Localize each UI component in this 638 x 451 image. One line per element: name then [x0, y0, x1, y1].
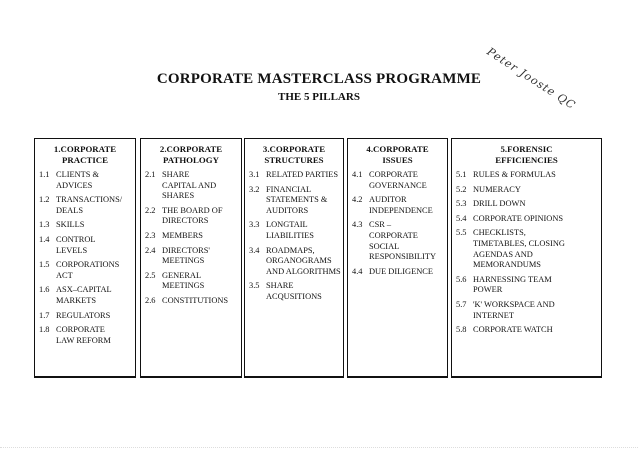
item-number: 3.3	[249, 220, 260, 230]
item-text: CORPORATE LAW REFORM	[56, 325, 111, 345]
item-text: CHECKLISTS, TIMETABLES, CLOSING AGENDAS AND MEMORANDUMS	[473, 228, 565, 270]
pillar-item	[35, 235, 135, 256]
pillar-title: 4.CORPORATE ISSUES	[366, 144, 429, 165]
item-text: ASX–CAPITAL MARKETS	[56, 285, 112, 305]
pillar-item	[348, 267, 447, 278]
item-number: 2.5	[145, 270, 156, 280]
item-number: 5.6	[456, 274, 467, 284]
item-text: HARNESSING TEAM POWER	[473, 274, 552, 295]
page-subtitle: THE 5 PILLARS	[278, 91, 360, 103]
item-text: SHARE CAPITAL AND SHARES	[162, 170, 217, 201]
item-number: 5.8	[456, 325, 467, 335]
pillar-item	[35, 220, 135, 231]
item-number: 1.5	[39, 260, 50, 270]
pillar-1	[34, 138, 136, 378]
item-number: 1.8	[39, 325, 50, 335]
item-text: RELATED PARTIES	[266, 170, 339, 179]
pillar-title: 3.CORPORATE STRUCTURES	[262, 144, 326, 165]
item-number: 1.2	[39, 195, 50, 205]
item-number: 5.7	[456, 299, 467, 309]
signature: Peter Jooste QC	[484, 45, 579, 113]
item-text: DRILL DOWN	[473, 199, 526, 209]
item-text: CONTROL LEVELS	[56, 234, 96, 255]
item-number: 2.1	[145, 170, 156, 179]
pillar-4	[347, 138, 448, 378]
item-number: 2.6	[145, 295, 156, 305]
pillar-item	[452, 325, 601, 336]
item-number: 3.5	[249, 281, 260, 291]
item-text: AUDITOR INDEPENDENCE	[369, 195, 433, 215]
item-number: 1.6	[39, 285, 50, 295]
item-number: 1.7	[39, 310, 50, 320]
pillar-item	[141, 231, 241, 242]
item-text: CORPORATE OPINIONS	[473, 213, 564, 223]
pillar-2	[140, 138, 242, 378]
item-number: 2.3	[145, 230, 156, 240]
item-text: FINANCIAL STATEMENTS & AUDITORS	[266, 184, 328, 215]
pillar-item	[245, 170, 343, 181]
pillar-item	[348, 195, 447, 216]
item-text: CLIENTS & ADVICES	[56, 170, 100, 190]
item-text: CORPORATIONS ACT	[56, 260, 120, 280]
item-text: CORPORATE GOVERNANCE	[369, 170, 427, 190]
pillar-item	[452, 300, 601, 321]
item-text: ROADMAPS, ORGANOGRAMS AND ALGORITHMS	[266, 245, 341, 276]
item-number: 4.1	[352, 170, 363, 179]
item-number: 4.2	[352, 195, 363, 205]
pillar-item	[452, 275, 601, 296]
item-text: CONSTITUTIONS	[162, 295, 229, 305]
pillar-item	[348, 220, 447, 262]
item-text: REGULATORS	[56, 310, 111, 320]
pillar-item	[141, 296, 241, 307]
item-number: 4.4	[352, 266, 363, 276]
pillar-5	[451, 138, 602, 378]
pillar-item	[452, 214, 601, 225]
pillar-item	[141, 170, 241, 202]
pillar-item	[141, 206, 241, 227]
pillar-item	[35, 285, 135, 306]
pillar-item	[452, 170, 601, 181]
pillar-item	[348, 170, 447, 191]
pillar-item	[35, 260, 135, 281]
item-text: LONGTAIL LIABILITIES	[266, 220, 314, 240]
item-text: 'K' WORKSPACE AND INTERNET	[473, 299, 555, 320]
item-text: RULES & FORMULAS	[473, 170, 556, 179]
item-number: 1.1	[39, 170, 50, 179]
pillar-item	[452, 199, 601, 210]
item-number: 5.2	[456, 184, 467, 194]
item-number: 1.3	[39, 220, 50, 230]
item-number: 2.2	[145, 205, 156, 215]
item-number: 2.4	[145, 245, 156, 255]
pillar-item	[35, 325, 135, 346]
pillar-title: 1.CORPORATE PRACTICE	[53, 144, 117, 165]
item-text: DUE DILIGENCE	[369, 266, 433, 276]
item-text: GENERAL MEETINGS	[162, 270, 205, 291]
item-text: MEMBERS	[162, 230, 203, 240]
item-number: 5.5	[456, 228, 467, 238]
pillar-item	[141, 271, 241, 292]
pillar-item	[245, 281, 343, 302]
item-number: 5.3	[456, 199, 467, 209]
item-number: 3.2	[249, 184, 260, 194]
pillar-item	[452, 228, 601, 270]
item-text: NUMERACY	[473, 184, 521, 194]
item-number: 1.4	[39, 234, 50, 244]
page-bottom-rule	[0, 447, 638, 448]
item-number: 3.4	[249, 245, 260, 255]
item-number: 5.1	[456, 170, 467, 179]
pillar-item	[141, 246, 241, 267]
item-number: 3.1	[249, 170, 260, 179]
pillar-item	[35, 311, 135, 322]
item-text: SHARE ACQUSITIONS	[266, 281, 322, 301]
item-number: 4.3	[352, 220, 363, 230]
item-text: TRANSACTIONS/ DEALS	[56, 195, 123, 215]
pillar-3	[244, 138, 344, 378]
pillar-item	[245, 220, 343, 241]
pillar-item	[452, 185, 601, 196]
pillar-title: 5.FORENSIC EFFICIENCIES	[495, 144, 558, 165]
pillar-item	[35, 195, 135, 216]
item-text: SKILLS	[56, 220, 85, 230]
page-title: CORPORATE MASTERCLASS PROGRAMME	[156, 71, 482, 87]
pillar-item	[245, 246, 343, 278]
pillar-item	[35, 170, 135, 191]
pillar-item	[245, 185, 343, 217]
item-text: CSR – CORPORATE SOCIAL RESPONSIBILITY	[369, 220, 437, 262]
item-number: 5.4	[456, 213, 467, 223]
item-text: DIRECTORS' MEETINGS	[162, 245, 210, 266]
item-text: CORPORATE WATCH	[473, 325, 553, 335]
item-text: THE BOARD OF DIRECTORS	[162, 205, 223, 226]
pillar-title: 2.CORPORATE PATHOLOGY	[159, 144, 223, 165]
